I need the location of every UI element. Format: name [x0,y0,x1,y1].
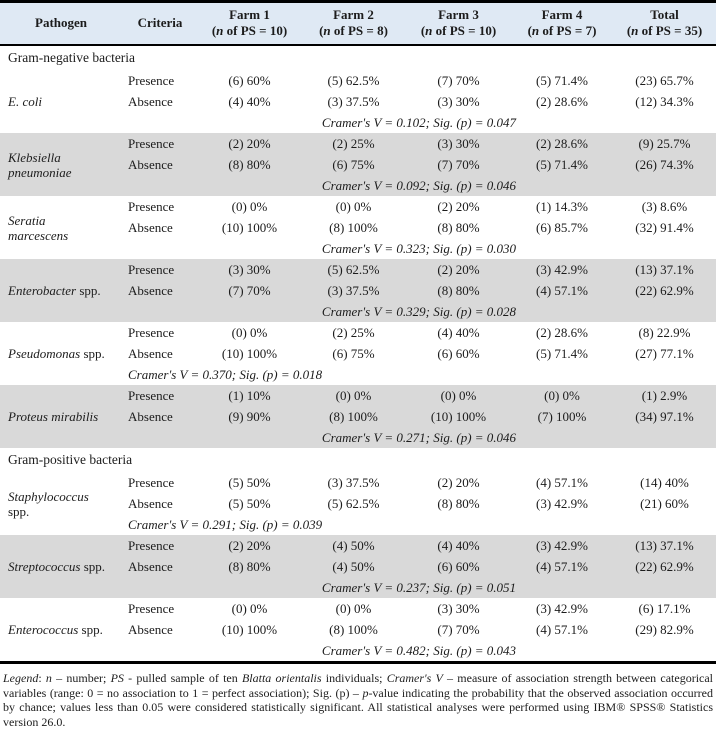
italic-text-segment: pneumoniae [8,164,72,180]
value-cell: (1) 14.3% [536,198,588,214]
text-segment: : [38,671,46,685]
value-cell: (7) 70% [228,282,271,298]
value-cell: (2) 25% [332,324,375,340]
header-subtitle: (n of PS = 7) [527,23,597,38]
italic-text-segment: Proteus mirabilis [8,409,99,424]
pathogen-block [0,259,716,322]
value-cell: (29) 82.9% [635,621,694,637]
italic-text-segment: Klebsiella [8,149,61,165]
header-title: Total [650,7,679,22]
pathogen-name-line [8,346,122,361]
value-cell: (4) 40% [437,537,480,553]
header-title: Farm 3 [438,7,479,22]
value-cell: (14) 40% [640,474,689,490]
stats-row: Cramer's V = 0.237; Sig. (p) = 0.051 [321,579,517,595]
value-cell: (3) 37.5% [327,282,380,298]
italic-text-segment: n [45,671,52,685]
value-cell: (1) 2.9% [641,387,688,403]
value-cell: (3) 30% [437,135,480,151]
pathogen-name [0,133,122,196]
text-segment: spp. [80,346,105,361]
value-cell: (4) 57.1% [536,558,588,574]
value-cell: (2) 20% [228,135,271,151]
value-cell: (7) 70% [437,72,480,88]
value-cell: (3) 42.9% [536,261,588,277]
criteria-presence-label: Presence [128,474,175,490]
value-cell: (13) 37.1% [635,261,694,277]
criteria-presence-label: Presence [128,261,175,277]
italic-text-segment: Enterobacter [8,283,77,298]
value-cell: (21) 60% [640,495,689,511]
stats-row: Cramer's V = 0.482; Sig. (p) = 0.043 [321,642,517,658]
header-cell-farm-4 [511,7,613,39]
value-cell: (2) 20% [437,261,480,277]
value-cell: (22) 62.9% [635,558,694,574]
text-segment: spp. [78,622,103,637]
stats-row: Cramer's V = 0.323; Sig. (p) = 0.030 [321,240,517,256]
value-cell: (3) 42.9% [536,537,588,553]
italic-text-segment: Legend [3,671,39,685]
value-cell: (3) 30% [437,600,480,616]
value-cell: (5) 71.4% [536,72,588,88]
criteria-presence-label: Presence [128,537,175,553]
value-cell: (5) 50% [228,474,271,490]
text-segment: -value indicating the probability that the observed association occurred by chance; values less than 0.05 were considered statistically significant. All statistical analyses were performed using IBM® SPSS® Statistics version 26.0. [3,685,713,729]
pathogen-block [0,322,716,385]
pathogen-block [0,535,716,598]
value-cell: (5) 50% [228,495,271,511]
value-cell: (6) 85.7% [536,219,588,235]
italic-text-segment: E. coli [8,94,42,109]
value-cell: (5) 71.4% [536,156,588,172]
value-cell: (7) 70% [437,621,480,637]
pathogen-block [0,385,716,448]
value-cell: (8) 22.9% [638,324,691,340]
text-segment: spp. [8,503,30,519]
criteria-presence-label: Presence [128,135,175,151]
value-cell: (0) 0% [335,198,372,214]
italic-text-segment: Seratia [8,212,46,228]
value-cell: (8) 100% [329,408,378,424]
value-cell: (2) 25% [332,135,375,151]
value-cell: (0) 0% [231,324,268,340]
value-cell: (2) 20% [437,474,480,490]
value-cell: (12) 34.3% [635,93,694,109]
value-cell: (6) 60% [437,345,480,361]
criteria-absence-label: Absence [128,345,173,361]
stats-row: Cramer's V = 0.271; Sig. (p) = 0.046 [321,429,517,445]
pathogen-name [0,598,122,661]
value-cell: (8) 80% [228,558,271,574]
text-segment: individuals; [321,671,387,685]
pathogen-block [0,598,716,661]
pathogen-name-line [8,409,122,424]
header-title: Farm 2 [333,7,374,22]
italic-text-segment: Pseudomonas [8,346,81,361]
value-cell: (6) 60% [228,72,271,88]
value-cell: (0) 0% [231,600,268,616]
value-cell: (4) 50% [332,558,375,574]
value-cell: (3) 42.9% [536,495,588,511]
header-title: Farm 1 [229,7,270,22]
pathogen-name [0,385,122,448]
pathogen-name [0,322,122,385]
italic-text-segment: Cramer's V [386,671,443,685]
text-segment: - pulled sample of ten [123,671,242,685]
value-cell: (2) 20% [228,537,271,553]
italic-text-segment: PS [110,671,124,685]
value-cell: (4) 57.1% [536,474,588,490]
pathogen-name [0,472,122,535]
value-cell: (6) 75% [332,345,375,361]
value-cell: (13) 37.1% [635,537,694,553]
italic-text-segment: marcescens [8,227,69,243]
header-subtitle: (n of PS = 35) [626,23,703,38]
text-segment: spp. [80,559,106,574]
italic-text-segment: Blatta orientalis [241,671,322,685]
italic-text-segment: Streptococcus [8,559,81,574]
stats-row: Cramer's V = 0.370; Sig. (p) = 0.018 [128,366,323,382]
header-subtitle: (n of PS = 10) [420,23,497,38]
value-cell: (4) 57.1% [536,282,588,298]
criteria-absence-label: Absence [128,558,173,574]
value-cell: (5) 71.4% [536,345,588,361]
header-cell-total [613,7,716,39]
criteria-absence-label: Absence [128,621,173,637]
value-cell: (10) 100% [221,345,278,361]
criteria-absence-label: Absence [128,156,173,172]
pathogen-name-line [8,504,122,519]
value-cell: (3) 30% [228,261,271,277]
value-cell: (10) 100% [221,219,278,235]
table-body [0,46,716,661]
header-subtitle: (n of PS = 10) [211,23,288,38]
section-label: Gram-positive bacteria [8,452,133,467]
value-cell: (22) 62.9% [635,282,694,298]
stats-row: Cramer's V = 0.291; Sig. (p) = 0.039 [128,516,323,532]
value-cell: (32) 91.4% [635,219,694,235]
stats-row: Cramer's V = 0.092; Sig. (p) = 0.046 [321,177,517,193]
value-cell: (6) 75% [332,156,375,172]
value-cell: (7) 100% [537,408,587,424]
value-cell: (4) 40% [228,93,271,109]
value-cell: (2) 28.6% [536,135,588,151]
header-cell-farm-3 [406,7,511,39]
italic-text-segment: Staphylococcus [8,488,89,504]
stats-row: Cramer's V = 0.329; Sig. (p) = 0.028 [321,303,517,319]
italic-text-segment: Enterococcus [8,622,79,637]
value-cell: (8) 100% [329,621,378,637]
criteria-presence-label: Presence [128,600,175,616]
pathogen-block [0,196,716,259]
pathogen-name-line [8,213,122,228]
header-title: Farm 4 [541,7,583,22]
value-cell: (8) 100% [329,219,378,235]
value-cell: (3) 37.5% [327,93,380,109]
table-header-row [0,3,716,46]
pathogen-name-line [8,489,122,504]
value-cell: (23) 65.7% [635,72,694,88]
text-segment: spp. [76,283,101,298]
value-cell: (4) 57.1% [536,621,588,637]
value-cell: (6) 17.1% [638,600,691,616]
value-cell: (2) 20% [437,198,480,214]
value-cell: (3) 42.9% [536,600,588,616]
value-cell: (2) 28.6% [536,93,588,109]
criteria-presence-label: Presence [128,387,175,403]
text-segment: – number; [51,671,111,685]
stats-row: Cramer's V = 0.102; Sig. (p) = 0.047 [321,114,517,130]
value-cell: (0) 0% [544,387,580,403]
value-cell: (0) 0% [231,198,268,214]
value-cell: (0) 0% [440,387,477,403]
pathogen-block [0,133,716,196]
pathogen-name [0,259,122,322]
pathogen-name [0,196,122,259]
pathogen-name [0,535,122,598]
value-cell: (3) 8.6% [641,198,688,214]
criteria-absence-label: Absence [128,408,173,424]
value-cell: (10) 100% [221,621,278,637]
pathogen-block [0,472,716,535]
value-cell: (1) 10% [228,387,271,403]
value-cell: (8) 80% [437,219,480,235]
value-cell: (3) 30% [437,93,480,109]
value-cell: (9) 90% [228,408,271,424]
criteria-absence-label: Absence [128,219,173,235]
pathogen-name-line [8,94,122,109]
value-cell: (5) 62.5% [327,261,380,277]
criteria-absence-label: Absence [128,93,173,109]
header-subtitle: (n of PS = 8) [319,23,388,38]
pathogen-name [0,70,122,133]
header-cell-criteria [122,7,198,39]
value-cell: (34) 97.1% [635,408,694,424]
pathogen-name-line [8,150,122,165]
header-title: Criteria [137,15,183,30]
value-cell: (9) 25.7% [638,135,691,151]
criteria-presence-label: Presence [128,198,175,214]
section-label: Gram-negative bacteria [8,50,136,65]
value-cell: (3) 37.5% [327,474,380,490]
header-cell-farm-2 [301,7,406,39]
value-cell: (2) 28.6% [536,324,588,340]
header-title: Pathogen [35,15,87,30]
value-cell: (6) 60% [437,558,480,574]
pathogen-name-line [8,622,122,637]
value-cell: (4) 50% [332,537,375,553]
text-segment: – measure of association strength between categorical variables (range: 0 = no association to 1 = perfect association); Sig. (p) – [3,671,714,700]
pathogen-name-line [8,559,122,574]
value-cell: (8) 80% [437,495,480,511]
pathogen-name-line [8,228,122,243]
criteria-presence-label: Presence [128,72,175,88]
value-cell: (27) 77.1% [635,345,694,361]
table-legend [0,664,716,729]
value-cell: (0) 0% [335,600,372,616]
italic-text-segment: p [362,685,369,700]
value-cell: (5) 62.5% [327,72,380,88]
value-cell: (26) 74.3% [635,156,694,172]
value-cell: (8) 80% [228,156,271,172]
value-cell: (4) 40% [437,324,480,340]
value-cell: (8) 80% [437,282,480,298]
value-cell: (0) 0% [335,387,372,403]
value-cell: (10) 100% [430,408,487,424]
pathogen-name-line [8,283,122,298]
value-cell: (5) 62.5% [327,495,380,511]
header-cell-pathogen [0,7,122,39]
pathogen-block [0,70,716,133]
criteria-presence-label: Presence [128,324,175,340]
value-cell: (7) 70% [437,156,480,172]
criteria-absence-label: Absence [128,282,173,298]
pathogen-name-line [8,165,122,180]
header-cell-farm-1 [198,7,301,39]
criteria-absence-label: Absence [128,495,173,511]
